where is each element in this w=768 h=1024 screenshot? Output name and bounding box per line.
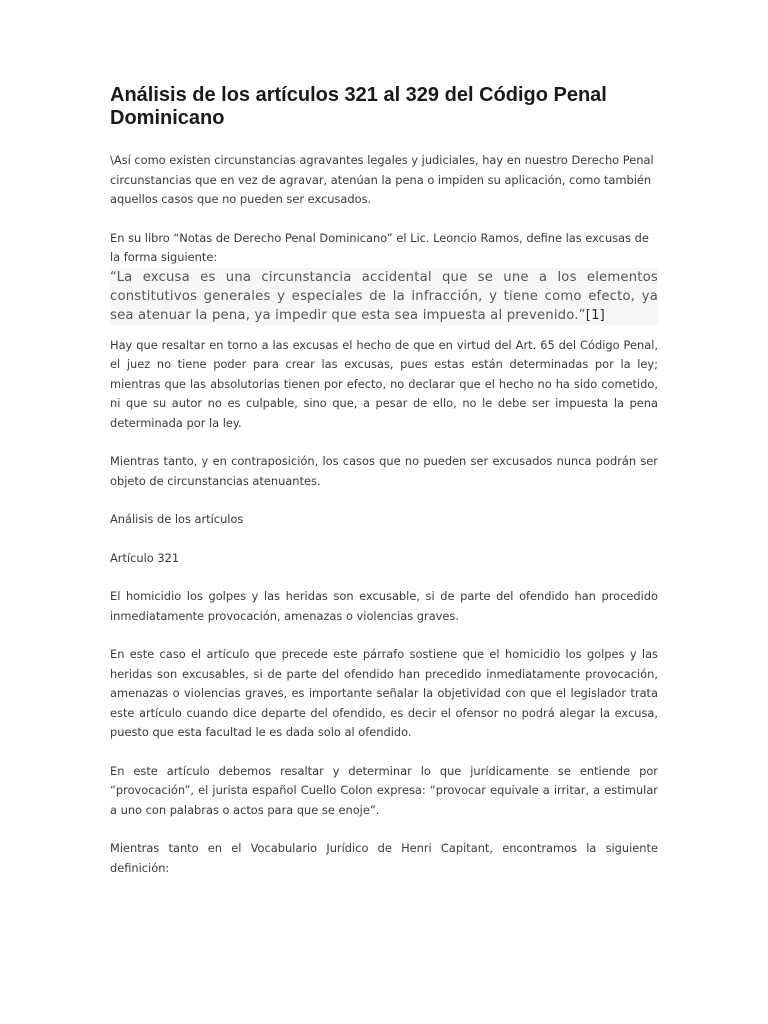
article-heading: Artículo 321 xyxy=(110,550,180,565)
capitant-paragraph: Mientras tanto en el Vocabulario Jurídico de Henri Capitant, encontramos la siguiente definición: xyxy=(110,841,658,875)
contraposicion-paragraph: Mientras tanto, y en contraposición, los casos que no pueden ser excusados nunca podrán ser objeto de circunstancias atenuantes. xyxy=(110,454,658,488)
footnote-ref-link[interactable]: [1] xyxy=(585,307,605,323)
document-page xyxy=(110,84,658,878)
quote-text: “La excusa es una circunstancia accidental que se une a los elementos constitutivos generales y especiales de la infracción, y tiene como efecto, ya sea atenuar la pena, ya impedir que esta sea impuesta al prevenido.” xyxy=(110,269,658,323)
intro-paragraph: \Así como existen circunstancias agravantes legales y judiciales, hay en nuestro Derecho Penal circunstancias que en vez de agravar, atenúan la pena o impiden su aplicación, como también aquellos casos que no pueden ser excusados. xyxy=(110,153,654,206)
provocacion-paragraph: En este artículo debemos resaltar y determinar lo que jurídicamente se entiende por “provocación”, el jurista español Cuello Colon expresa: “provocar equivale a irritar, a estimular a uno con palabras o actos para que se enoje”. xyxy=(110,763,658,817)
block-quote xyxy=(110,268,658,325)
definition-intro-paragraph: En su libro “Notas de Derecho Penal Dominicano” el Lic. Leoncio Ramos, define las excusas de la forma siguiente: xyxy=(110,230,649,264)
page-title: Análisis de los artículos 321 al 329 del Código Penal Dominicano xyxy=(110,84,607,129)
excusas-paragraph: Hay que resaltar en torno a las excusas el hecho de que en virtud del Art. 65 del Código Penal, el juez no tiene poder para crear las excusas, pues estas están determinadas por la ley; mientras que las absolutorias tienen por efecto, no declarar que el hecho no ha sido cometido, ni que su autor no es culpable, sino que, a pesar de ello, no le debe ser impuesta la pena determinada por la ley. xyxy=(110,337,658,430)
article-text-paragraph: El homicidio los golpes y las heridas son excusable, si de parte del ofendido han procedido inmediatamente provocación, amenazas o violencias graves. xyxy=(110,589,658,623)
article-commentary-paragraph: En este caso el artículo que precede este párrafo sostiene que el homicidio los golpes y las heridas son excusables, si de parte del ofendido han precedido inmediatamente provocación, amenazas o violencias graves, es importante señalar la objetividad con que el legislador trata este artículo cuando dice departe del ofendido, es decir el ofensor no podrá alegar la excusa, puesto que esta facultad le es dada solo al ofendido. xyxy=(110,647,658,739)
analysis-heading: Análisis de los artículos xyxy=(110,512,244,526)
